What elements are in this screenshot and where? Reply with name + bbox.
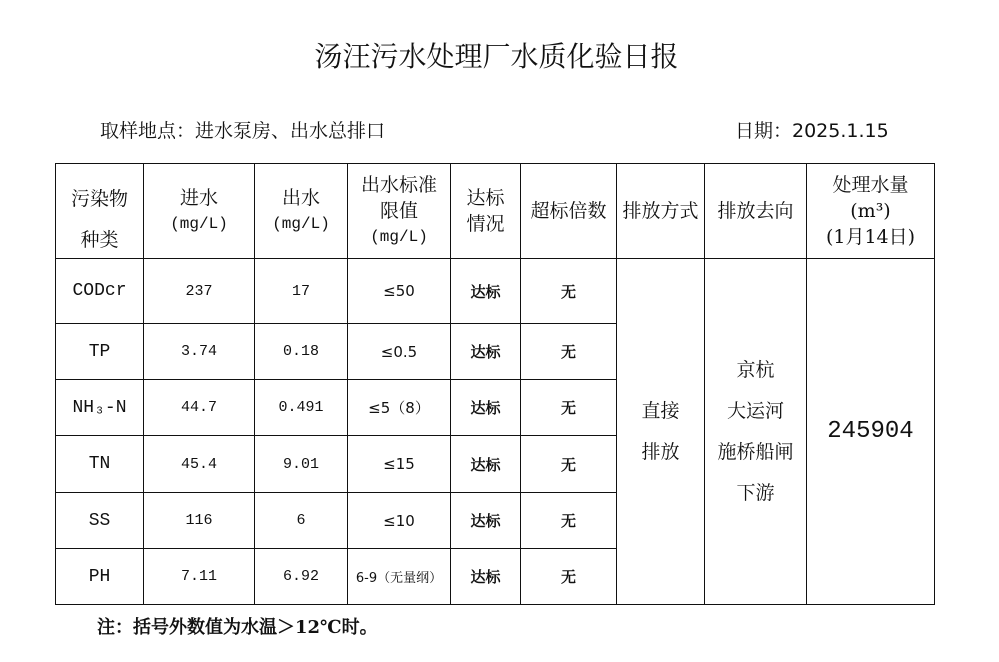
footnote: 注：括号外数值为水温＞12℃时。 [97, 617, 378, 638]
cell-pollutant: TP [56, 324, 144, 380]
cell-outflow: 9.01 [255, 436, 348, 493]
cell-inflow: 3.74 [144, 324, 255, 380]
header-unit: (mg/L) [170, 215, 228, 233]
sampling-location: 取样地点：进水泵房、出水总排口 [100, 120, 386, 142]
cell-limit: ≤15 [348, 436, 451, 493]
header-line: 限值 [379, 200, 418, 222]
cell-exceed-ratio: 无 [521, 380, 617, 436]
header-outflow [255, 164, 348, 259]
header-exceed-ratio: 超标倍数 [521, 164, 617, 259]
cell-pollutant: NH₃-N [56, 380, 144, 436]
discharge-destination-line: 大运河 [726, 399, 784, 422]
cell-compliance: 达标 [451, 549, 521, 605]
cell-exceed-ratio: 无 [521, 436, 617, 493]
cell-exceed-ratio: 无 [521, 493, 617, 549]
header-line: 出水 [281, 187, 320, 209]
cell-limit: ≤10 [348, 493, 451, 549]
cell-treated-volume: 245904 [807, 259, 935, 605]
cell-inflow: 116 [144, 493, 255, 549]
cell-outflow: 6.92 [255, 549, 348, 605]
discharge-destination-line: 施桥船闸 [717, 440, 794, 463]
table-row [56, 259, 935, 324]
header-unit: (mg/L) [370, 228, 428, 246]
header-pollutant-lines [56, 179, 143, 259]
report-title: 汤汪污水处理厂水质化验日报 [314, 40, 679, 73]
table-header-row [56, 164, 935, 259]
cell-compliance: 达标 [451, 259, 521, 324]
cell-inflow: 7.11 [144, 549, 255, 605]
cell-inflow: 45.4 [144, 436, 255, 493]
cell-pollutant: PH [56, 549, 144, 605]
header-unit: (mg/L) [272, 215, 330, 233]
header-line: 进水 [179, 187, 218, 209]
header-discharge-destination: 排放去向 [705, 164, 807, 259]
header-discharge-method: 排放方式 [617, 164, 705, 259]
header-line: 处理水量 [832, 174, 909, 196]
cell-compliance: 达标 [451, 493, 521, 549]
header-compliance [451, 164, 521, 259]
cell-inflow: 44.7 [144, 380, 255, 436]
discharge-destination-line: 下游 [736, 481, 775, 504]
header-line: 情况 [466, 213, 505, 235]
cell-discharge-destination [705, 259, 807, 605]
cell-compliance: 达标 [451, 436, 521, 493]
header-treated-volume [807, 164, 935, 259]
water-quality-table [55, 163, 935, 605]
cell-limit: 6-9（无量纲） [348, 549, 451, 605]
header-line: 种类 [80, 229, 119, 251]
report-date: 日期：2025.1.15 [735, 120, 889, 142]
discharge-method-line: 直接 [641, 399, 680, 422]
cell-limit: ≤50 [348, 259, 451, 324]
header-limit [348, 164, 451, 259]
header-line: 污染物 [70, 188, 128, 210]
discharge-destination-line: 京杭 [736, 358, 775, 381]
cell-pollutant: TN [56, 436, 144, 493]
header-line: 达标 [466, 187, 505, 209]
cell-discharge-method [617, 259, 705, 605]
header-date: (1月14日) [825, 226, 916, 248]
cell-limit: ≤5（8） [348, 380, 451, 436]
cell-limit: ≤0.5 [348, 324, 451, 380]
header-inflow [144, 164, 255, 259]
cell-inflow: 237 [144, 259, 255, 324]
cell-outflow: 17 [255, 259, 348, 324]
cell-pollutant: CODcr [56, 259, 144, 324]
cell-exceed-ratio: 无 [521, 549, 617, 605]
cell-pollutant: SS [56, 493, 144, 549]
cell-outflow: 0.18 [255, 324, 348, 380]
cell-exceed-ratio: 无 [521, 324, 617, 380]
header-pollutant [56, 164, 144, 259]
cell-exceed-ratio: 无 [521, 259, 617, 324]
cell-compliance: 达标 [451, 380, 521, 436]
header-line: 出水标准 [360, 174, 437, 196]
cell-outflow: 0.491 [255, 380, 348, 436]
cell-compliance: 达标 [451, 324, 521, 380]
cell-outflow: 6 [255, 493, 348, 549]
discharge-method-line: 排放 [641, 440, 680, 463]
header-unit: (m³) [850, 200, 891, 222]
